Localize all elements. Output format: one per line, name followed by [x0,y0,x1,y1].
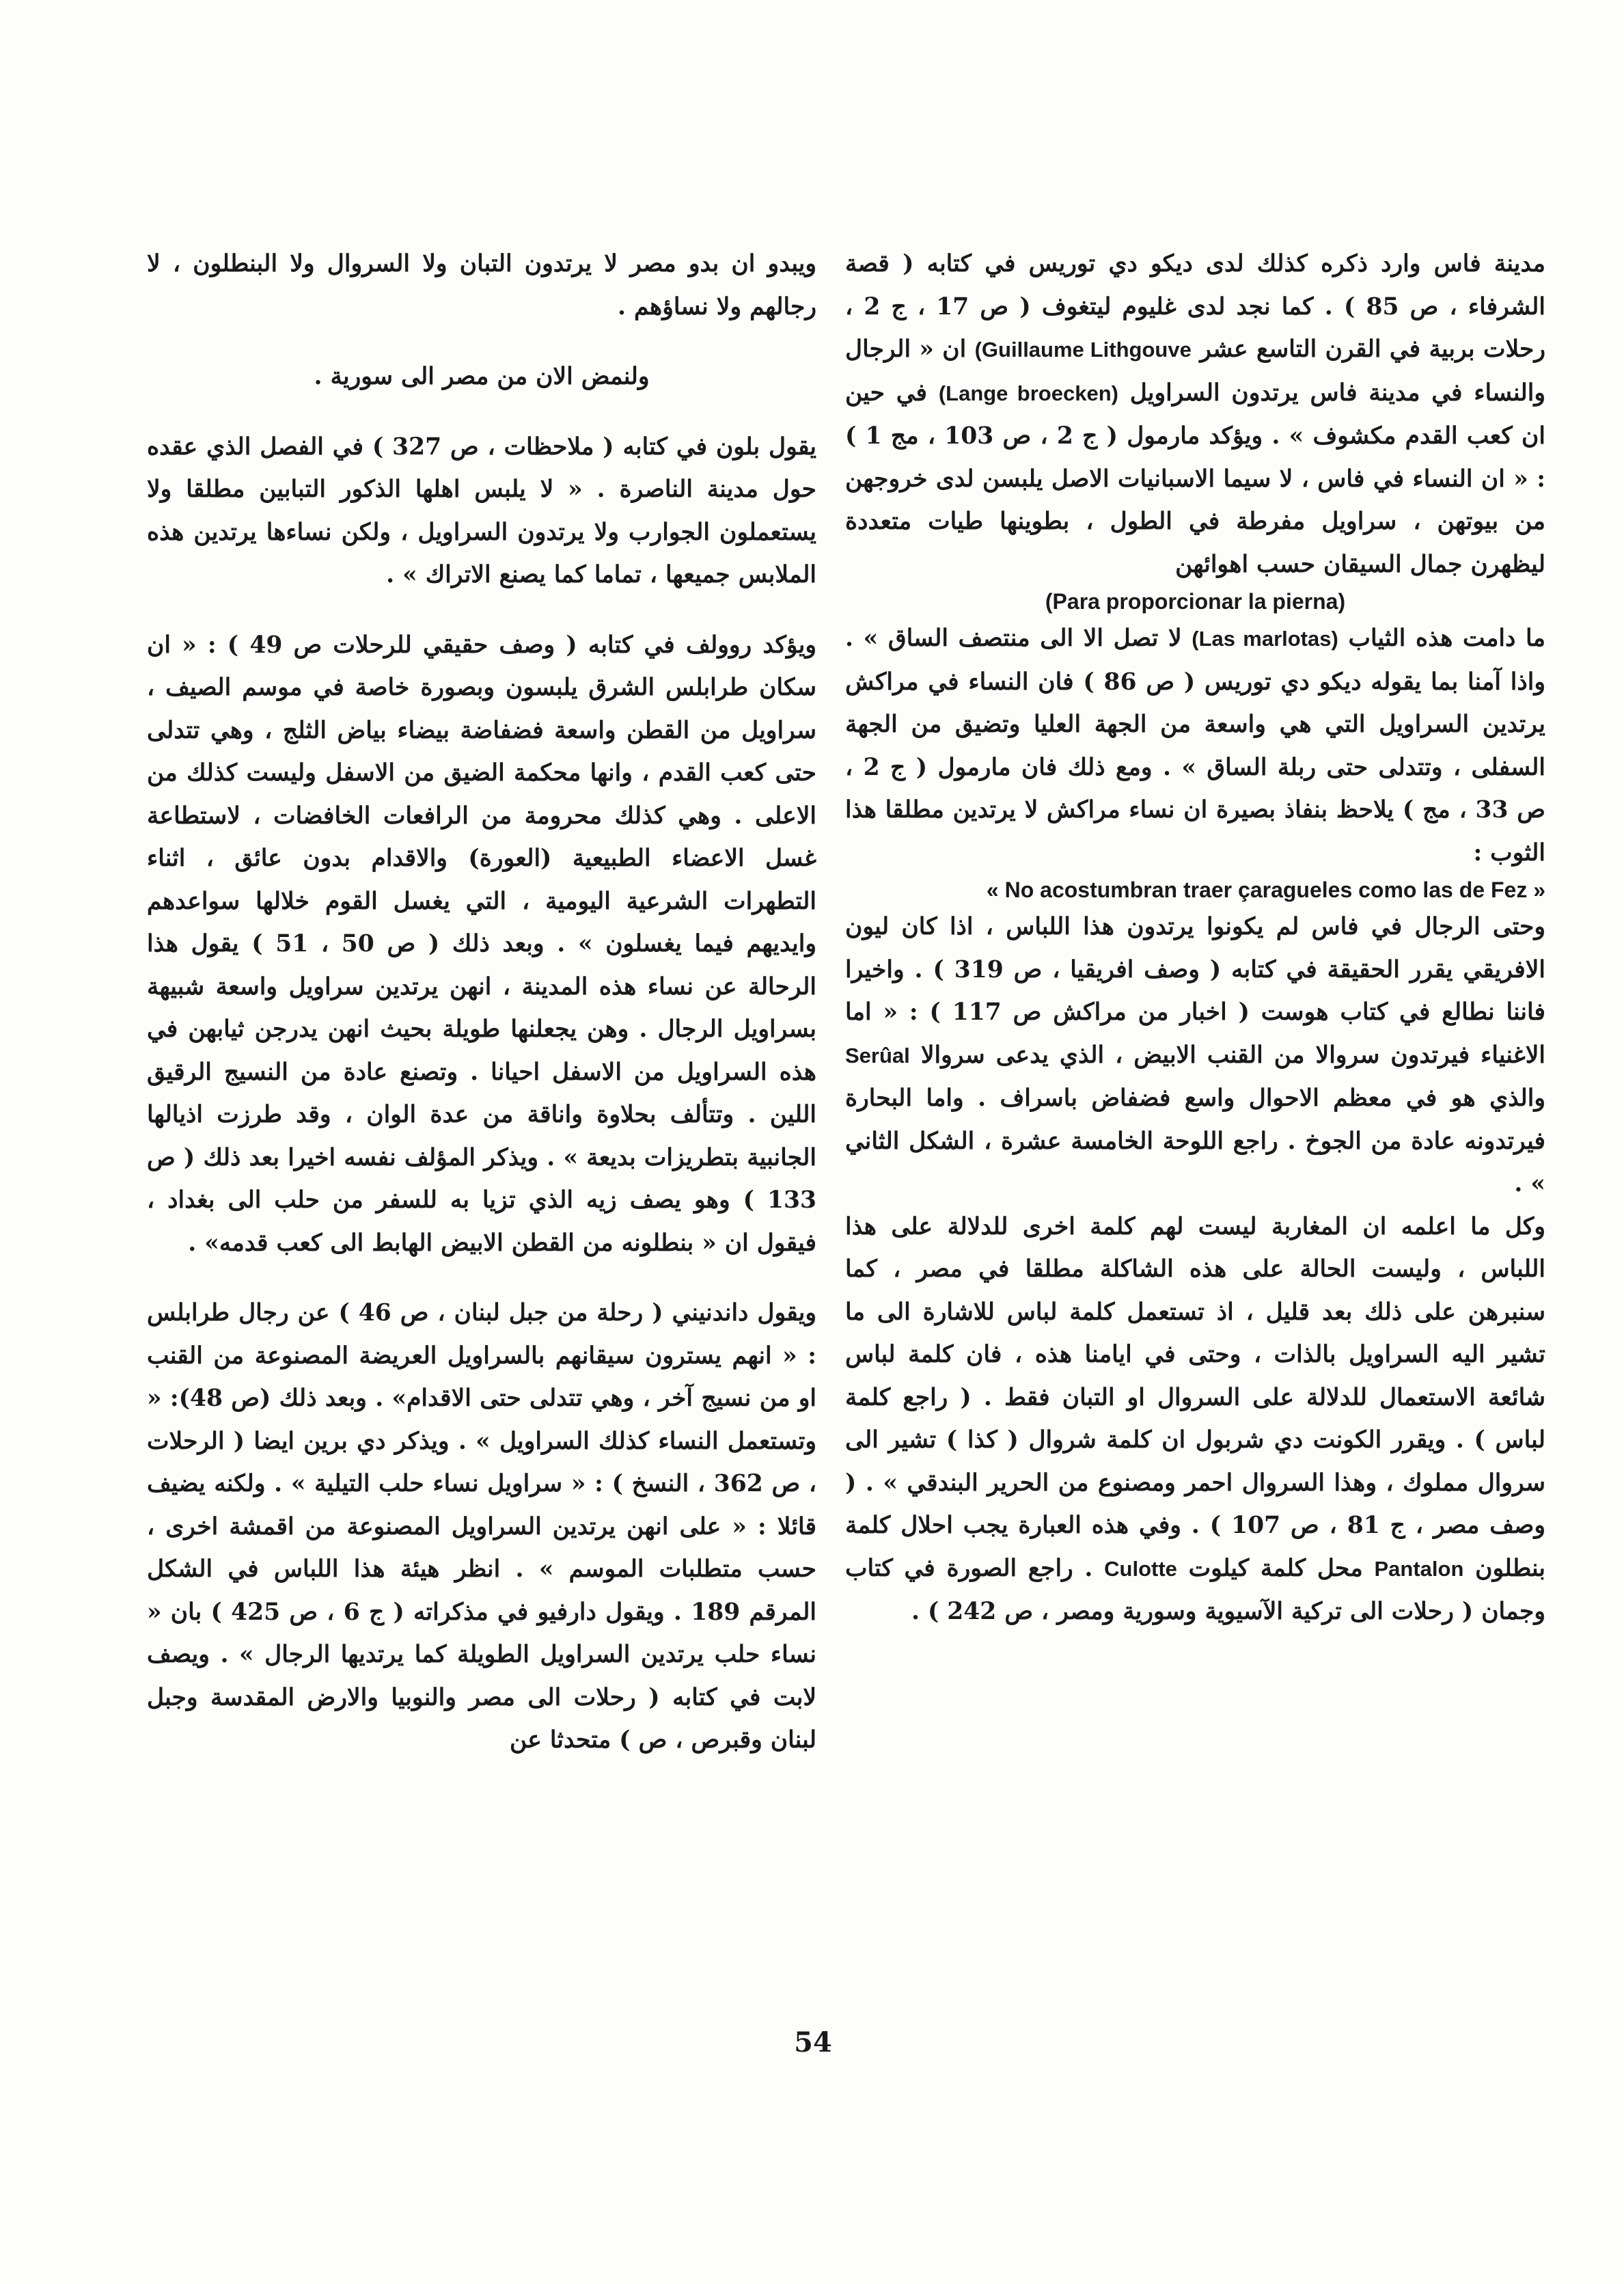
latin-term: Pantalon [1374,1556,1464,1581]
paragraph-text: ما دامت هذه الثياب [1348,625,1546,652]
paragraph [845,617,1545,874]
latin-term: Serûal [845,1043,910,1068]
paragraph [845,1206,1545,1633]
paragraph-text: والذي هو في معظم الاحوال واسع فضفاض باسراف . واما البحارة فيرتدونه عادة من الجوخ . راجع اللوحة الخامسة عشرة ، الشكل الثاني » . [845,1085,1545,1197]
paragraph-text: لا تصل الا الى منتصف الساق » . واذا آمنا بما يقوله ديكو دي توريس ( ص 86 ) فان النساء في مراكش يرتدين السراويل التي هي واسعة من الجهة العليا وتضيق من الجهة السفلى ، وتتدلى حتى ربلة الساق » . ومع ذلك فان مارمول ( ج 2 ، ص 33 ، مج ) يلاحظ بنفاذ بصيرة ان نساء مراكش لا يرتدين مطلقا هذا الثوب : [845,625,1545,867]
paragraph-text: وكل ما اعلمه ان المغاربة ليست لهم كلمة اخرى للدلالة على هذا اللباس ، وليست الحالة على هذه الشاكلة مطلقا في مصر ، كما سنبرهن على ذلك بعد قليل ، اذ تستعمل كلمة لباس للاشارة الى ما تشير اليه السراويل بالذات ، وحتى في ايامنا هذه ، فان كلمة لباس شائعة الاستعمال للدلالة على السروال او التبان فقط . ( راجع كلمة لباس ) . ويقرر الكونت دي شربول ان كلمة شروال ( كذا ) تشير الى سروال مملوك ، وهذا السروال احمر ومصنوع من الحرير البندقي » . ( وصف مصر ، ج 81 ، ص 107 ) . وفي هذه العبارة يجب احلال كلمة بنطلون [845,1212,1546,1582]
latin-term: Culotte [1104,1556,1177,1581]
paragraph: ويؤكد روولف في كتابه ( وصف حقيقي للرحلات ص 49 ) : « ان سكان طرابلس الشرق يلبسون وبصورة خاصة في موسم الصيف ، سراويل من القطن واسعة فضفاضة بيضاء بياض الثلج ، وهي تتدلى حتى كعب القدم ، وانها محكمة الضيق من الاسفل وليست كذلك من الاعلى . وهي كذلك محرومة من الرافعات الخافضات ، لاستطاعة غسل الاعضاء الطبيعية (العورة) والاقدام بدون عائق ، اثناء التطهرات الشرعية اليومية ، التي يغسل القوم خلالها سواعدهم وايديهم فيما يغسلون » . وبعد ذلك ( ص 50 ، 51 ) يقول هذا الرحالة عن نساء هذه المدينة ، انهن يرتدين سراويل واسعة شبيهة بسراويل الرجال . وهن يجعلنها طويلة بحيث انهن يدرجن ثيابهن في هذه السراويل من الاسفل احيانا . وتصنع عادة من النسيج الرقيق اللين . وتتألف بحلاوة واناقة من عدة الوان ، وقد طرزت اذيالها الجانبية بتطريزات بديعة » . ويذكر المؤلف نفسه اخيرا بعد ذلك ( ص 133 ) وهو يصف زيه الذي تزيا به للسفر من حلب الى بغداد ، فيقول ان « بنطلونه من القطن الابيض الهابط الى كعب قدمه» . [147,631,817,1257]
paragraph-text: . راجع الصورة في كتاب وجمان ( رحلات الى تركية الآسيوية وسورية ومصر ، ص 242 ) . [845,1554,1545,1625]
paragraph [845,906,1545,1206]
paragraph-text: وحتى الرجال في فاس لم يكونوا يرتدون هذا اللباس ، اذا كان ليون الافريقي يقرر الحقيقة في كتابه ( وصف افريقيا ، ص 319 ) . واخيرا فاننا نطالع في كتاب هوست ( اخبار من مراكش ص 117 ) : « اما الاغنياء فيرتدون سروالا من القنب الابيض ، الذي يدعى سروالا [845,913,1545,1069]
paragraph: ولنمض الان من مصر الى سورية . [314,363,650,390]
latin-term: (Guillaume Lithgouve [974,338,1192,362]
paragraph-text: محل كلمة كيلوت [1188,1554,1363,1582]
paragraph: ويبدو ان بدو مصر لا يرتدون التبان ولا السروال ولا البنطلون ، لا رجالهم ولا نساؤهم . [147,250,816,321]
right-column [845,243,1545,1633]
latin-term: (Las marlotas) [1192,627,1338,651]
paragraph-text: في حين ان كعب القدم مكشوف » . ويؤكد مارمول ( ج 2 ، ص 103 ، مج 1 ) : « ان النساء في فاس ، لا سيما الاسبانيات الاصل يلبسن لدى خروجهن من بيوتهن ، سراويل مفرطة في الطول ، بطوينها طيات متعددة ليظهرن جمال السيقان حسب اهوائهن [845,379,1545,578]
latin-quote: « No acostumbran traer çaragueles como las de Fez » [986,878,1545,902]
left-column [147,243,816,1762]
paragraph: ويقول داندنيني ( رحلة من جبل لبنان ، ص 46 ) عن رجال طرابلس : « انهم يسترون سيقانهم بالسراويل العريضة المصنوعة من القنب او من نسيج آخر ، وهي تتدلى حتى الاقدام» . وبعد ذلك (ص 48): « وتستعمل النساء كذلك السراويل » . ويذكر دي برين ايضا ( الرحلات ، ص 362 ، النسخ ) : « سراويل نساء حلب التيلية » . ولكنه يضيف قائلا : « على انهن يرتدين السراويل المصنوعة من اقمشة اخرى ، حسب متطلبات الموسم » . انظر هيئة هذا اللباس في الشكل المرقم 189 . ويقول دارفيو في مذكراته ( ج 6 ، ص 425 ) بان « نساء حلب يرتدين السراويل الطويلة كما يرتديها الرجال » . ويصف لابت في كتابه ( رحلات الى مصر والنوبيا والارض المقدسة وجبل لبنان وقبرص ، ص ) متحدثا عن [147,1299,816,1754]
latin-quote: (Para proporcionar la pierna) [1045,589,1346,614]
paragraph-text: مدينة فاس وارد ذكره كذلك لدى ديكو دي توريس في كتابه ( قصة الشرفاء ، ص 85 ) . كما نجد لدى غليوم ليتغوف ( ص 17 ، ج 2 ، رحلات بربية في القرن التاسع عشر [845,250,1546,363]
paragraph-text: ان « الرجال والنساء في مدينة فاس يرتدون السراويل [845,336,1545,407]
paragraph: يقول بلون في كتابه ( ملاحظات ، ص 327 ) في الفصل الذي عقده حول مدينة الناصرة . « لا يلبس اهلها الذكور التبابين مطلقا ولا يستعملون الجوارب ولا يرتدون السراويل ، ولكن نساءها يرتدين هذه الملابس جميعها ، تماما كما يصنع الاتراك » . [147,433,816,588]
paragraph [845,243,1545,586]
latin-term: (Lange broecken) [938,381,1118,405]
page-number: 54 [794,2026,832,2058]
